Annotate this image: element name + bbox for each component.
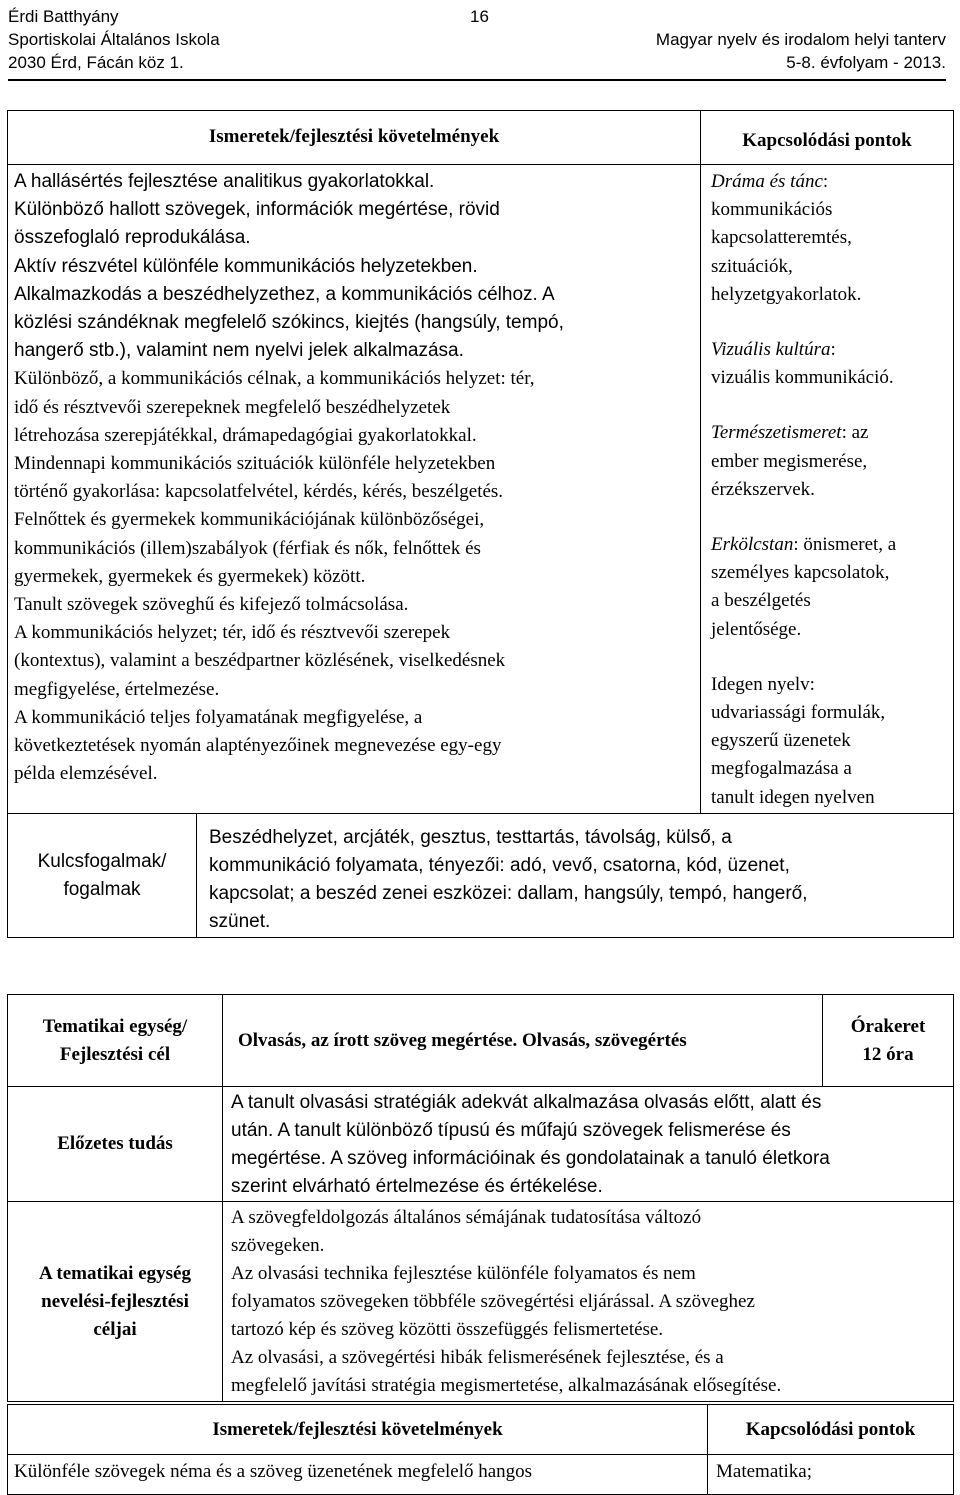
unit-table bbox=[7, 994, 954, 1402]
hours-cell bbox=[823, 995, 954, 1087]
goals-text: A szövegfeldolgozás általános sémájának tudatosítása változó szövegeken. Az olvasási technika fejlesztése különféle folyamatos és nem folyamatos szövegeken többféle szövegértési eljárással. A szöveghez tartozó kép és szöveg közötti összefüggés felismertetése. Az olvasási, a szövegértési hibák felismerésének fejlesztése, és a megfelelő javítási stratégia megismertetése, alkalmazásának elősegítése. bbox=[223, 1202, 954, 1402]
requirement-first-line: Különféle szövegek néma és a szöveg üzenetének megfelelő hangos bbox=[8, 1455, 708, 1495]
key-concepts-label: Kulcsfogalmak/ fogalmak bbox=[8, 814, 197, 938]
requirement-line: Alkalmazkodás a beszédhelyzethez, a kommunikációs célhoz. A bbox=[14, 283, 555, 305]
school-name-line: Sportiskolai Általános Iskola bbox=[8, 30, 220, 49]
connection-subject: Erkölcstan bbox=[711, 534, 794, 556]
requirement-line: következtetések nyomán alaptényezőinek megnevezése egy-egy bbox=[14, 735, 502, 757]
school-info bbox=[8, 5, 220, 74]
page-number: 16 bbox=[470, 7, 489, 26]
connection-drama: Dráma és tánc: kommunikációs kapcsolatteremtés, szituációk, helyzetgyakorlatok. bbox=[711, 171, 862, 305]
connection-subject: Idegen nyelv bbox=[711, 673, 810, 695]
connection-subject: Dráma és tánc bbox=[711, 171, 823, 192]
hours-value: 12 óra bbox=[862, 1043, 914, 1065]
requirement-line: hangerő stb.), valamint nem nyelvi jelek alkalmazása. bbox=[14, 340, 464, 362]
goals-label: A tematikai egység nevelési-fejlesztési céljai bbox=[8, 1202, 223, 1402]
requirement-line: Aktív részvétel különféle kommunikációs helyzetekben. bbox=[14, 255, 478, 277]
school-name-line: Érdi Batthyány bbox=[8, 7, 119, 26]
col-header-requirements-2: Ismeretek/fejlesztési követelmények bbox=[8, 1405, 708, 1455]
requirement-line: létrehozása szerepjátékkal, drámapedagógiai gyakorlatokkal. bbox=[14, 424, 477, 446]
requirement-line: A hallásértés fejlesztése analitikus gyakorlatokkal. bbox=[14, 171, 435, 192]
requirement-line: összefoglaló reprodukálása. bbox=[14, 227, 251, 249]
requirement-line: Felnőttek és gyermekek kommunikációjának különbözőségei, bbox=[14, 509, 485, 531]
connection-subject: Vizuális kultúra bbox=[711, 339, 831, 361]
hours-label: Órakeret bbox=[850, 1015, 926, 1037]
requirement-line: kommunikációs (illem)szabályok (férfiak és nők, felnőttek és bbox=[14, 537, 481, 559]
requirement-line: Mindennapi kommunikációs szituációk különféle helyzetekben bbox=[14, 453, 496, 475]
connection-ethics: Erkölcstan: önismeret, a személyes kapcsolatok, a beszélgetés jelentősége. bbox=[711, 534, 897, 640]
requirement-line: A kommunikáció teljes folyamatának megfigyelése, a bbox=[14, 706, 423, 728]
prior-knowledge-label: Előzetes tudás bbox=[8, 1087, 223, 1202]
prior-knowledge-text: A tanult olvasási stratégiák adekvát alkalmazása olvasás előtt, alatt és után. A tanult különböző típusú és műfajú szövegek felismerése és megértése. A szöveg információinak és gondolatainak a tanuló életkora szerint elvárható értelmezése és értékelése. bbox=[223, 1087, 954, 1202]
col-header-connections: Kapcsolódási pontok bbox=[701, 111, 954, 165]
requirement-line: közlési szándéknak megfelelő szókincs, kiejtés (hangsúly, tempó, bbox=[14, 312, 564, 334]
requirements-table-2 bbox=[7, 1404, 954, 1495]
unit-label: Tematikai egység/ Fejlesztési cél bbox=[8, 995, 223, 1087]
unit-title: Olvasás, az írott szöveg megértése. Olvasás, szövegértés bbox=[223, 995, 823, 1087]
requirement-line: idő és résztvevői szerepeknek megfelelő beszédhelyzetek bbox=[14, 396, 451, 418]
connection-science: Természetismeret: az ember megismerése, érzékszervek. bbox=[711, 422, 869, 500]
key-concepts-text: Beszédhelyzet, arcjáték, gesztus, testtartás, távolság, külső, a kommunikáció folyamata, tényezői: adó, vevő, csatorna, kód, üzenet, kapcsolat; a beszéd zenei eszközei: dallam, hangsúly, tempó, hangerő, szünet. bbox=[197, 814, 954, 938]
col-header-requirements: Ismeretek/fejlesztési követelmények bbox=[8, 111, 701, 165]
requirement-line: A kommunikációs helyzet; tér, idő és résztvevői szerepek bbox=[14, 622, 451, 644]
document-title-line: Magyar nyelv és irodalom helyi tanterv bbox=[655, 30, 946, 49]
requirement-line: Különböző hallott szövegek, információk megértése, rövid bbox=[14, 199, 500, 221]
connection-foreign-language: Idegen nyelv: udvariassági formulák, egyszerű üzenetek megfogalmazása a tanult idegen nyelven bbox=[711, 673, 886, 808]
connection-first-line: Matematika; bbox=[708, 1455, 954, 1495]
requirement-line: (kontextus), valamint a beszédpartner közlésének, viselkedésnek bbox=[14, 650, 506, 672]
col-header-connections-2: Kapcsolódási pontok bbox=[708, 1405, 954, 1455]
requirement-line: Különböző, a kommunikációs célnak, a kommunikációs helyzet: tér, bbox=[14, 368, 535, 390]
document-info bbox=[656, 5, 946, 74]
requirement-line: megfigyelése, értelmezése. bbox=[14, 678, 220, 700]
requirements-list bbox=[8, 165, 701, 814]
requirements-table bbox=[7, 110, 954, 938]
requirement-line: gyermekek, gyermekek és gyermekek) között. bbox=[14, 565, 366, 587]
requirement-line: Tanult szövegek szöveghű és kifejező tolmácsolása. bbox=[14, 594, 409, 616]
requirement-line: példa elemzésével. bbox=[14, 763, 158, 785]
header-rule bbox=[8, 79, 946, 81]
connection-visual: Vizuális kultúra: vizuális kommunikáció. bbox=[711, 339, 894, 389]
document-grade-line: 5-8. évfolyam - 2013. bbox=[786, 53, 946, 72]
connection-subject: Természetismeret bbox=[711, 422, 842, 444]
connections-list bbox=[701, 165, 954, 814]
requirement-line: történő gyakorlása: kapcsolatfelvétel, kérdés, kérés, beszélgetés. bbox=[14, 481, 504, 503]
school-address-line: 2030 Érd, Fácán köz 1. bbox=[8, 53, 184, 72]
page-header bbox=[0, 5, 960, 85]
